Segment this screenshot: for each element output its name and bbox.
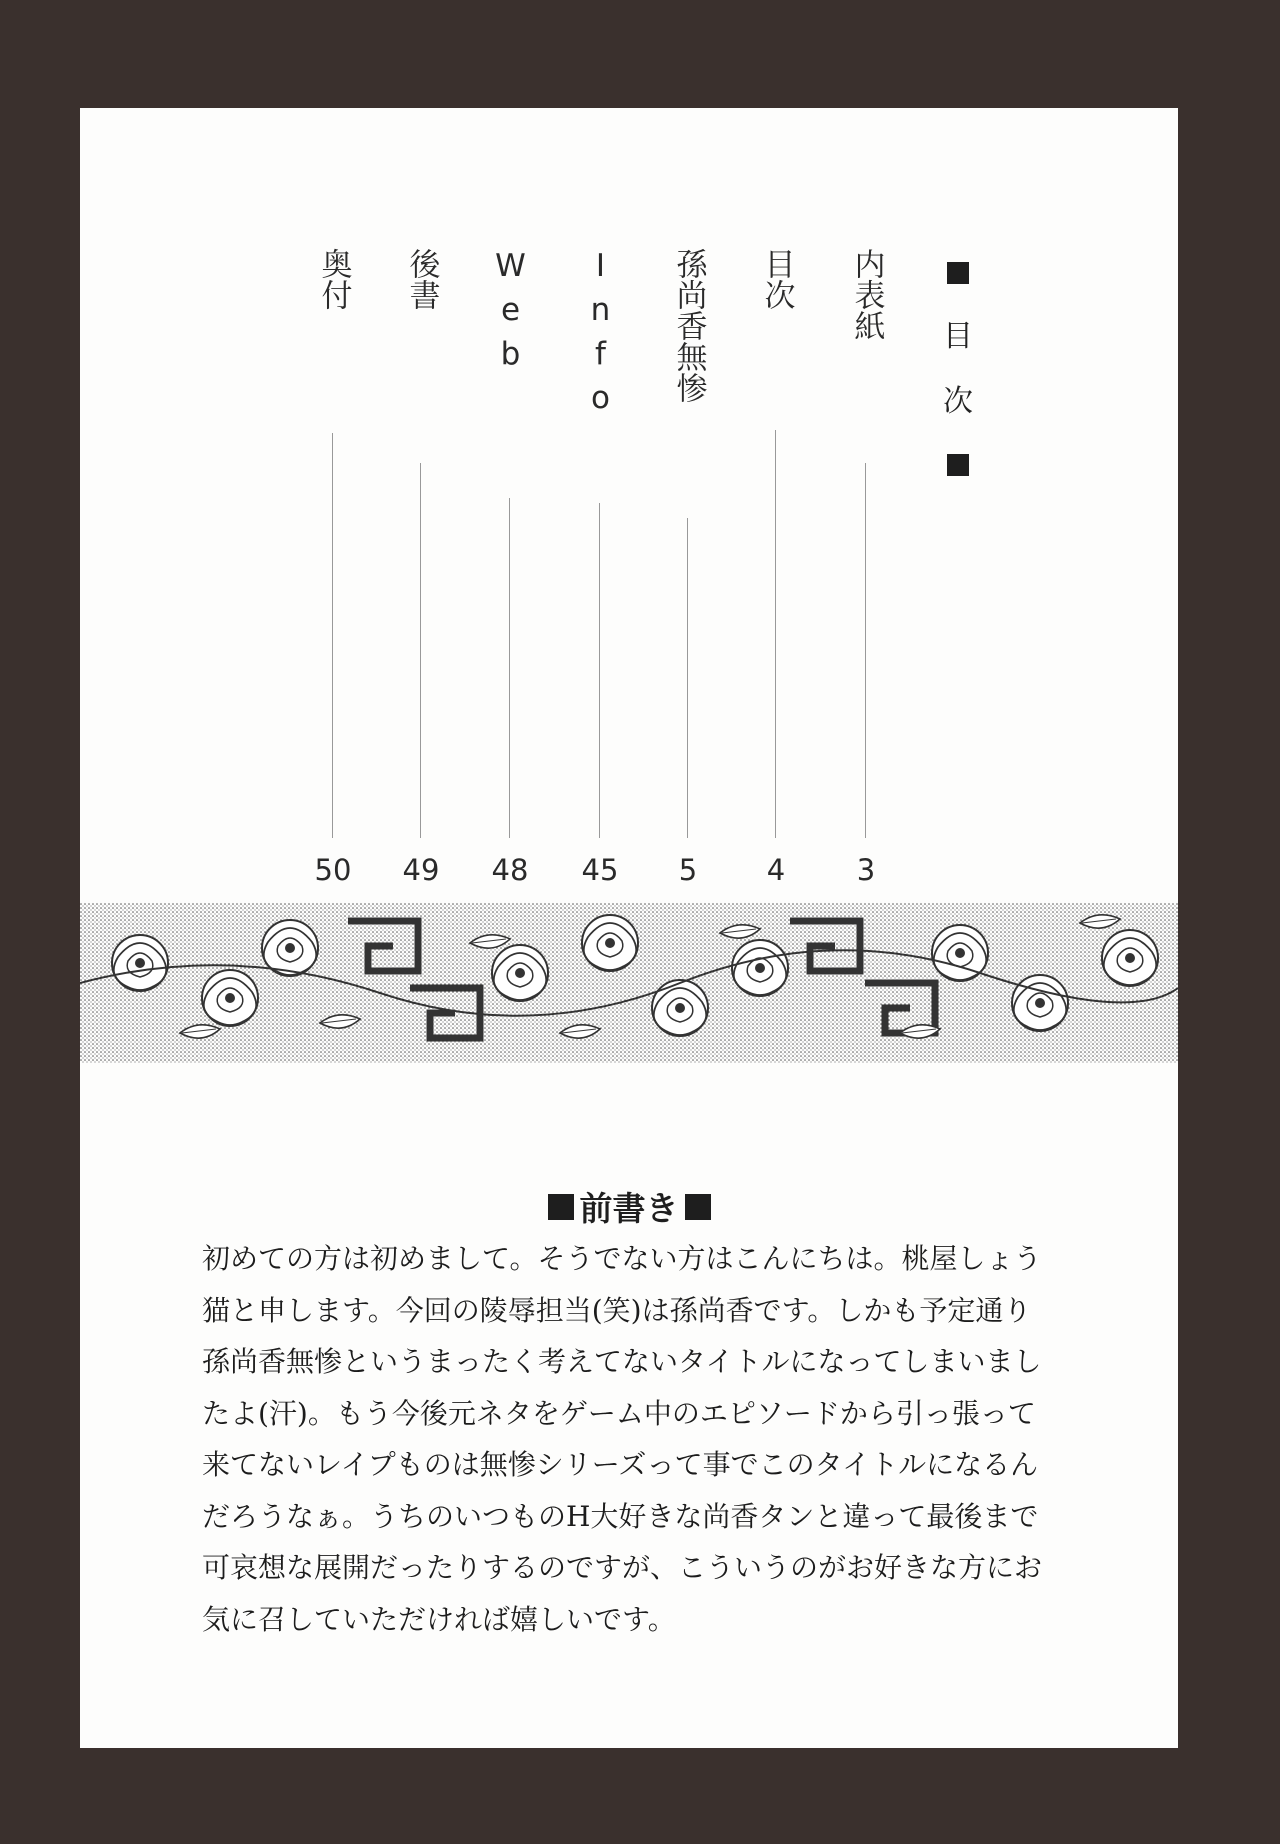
foreword-line: だろうなぁ。うちのいつものH大好きな尚香タンと違って最後まで	[202, 1499, 1039, 1533]
foreword-body	[202, 1233, 1082, 1645]
toc-entry-page: 4	[766, 853, 786, 887]
toc-entry-page: 49	[402, 853, 440, 887]
leader-line	[775, 430, 776, 838]
toc-entry-page: 45	[581, 853, 619, 887]
toc-heading	[933, 256, 983, 482]
floral-ornament-band	[80, 903, 1178, 1063]
toc-entry-page: 48	[491, 853, 529, 887]
leader-line	[599, 503, 600, 838]
toc-entry	[746, 248, 806, 887]
toc-entry-title: 目次	[758, 248, 795, 310]
book-page	[80, 108, 1178, 1748]
toc-entry-page: 3	[856, 853, 876, 887]
toc-entry-title: Info	[582, 248, 619, 424]
square-bullet-icon	[947, 454, 969, 476]
leader-line	[687, 518, 688, 838]
toc-entry-title: Web	[492, 248, 529, 380]
leader-line	[509, 498, 510, 838]
toc-entry-page: 5	[678, 853, 698, 887]
leader-line	[865, 463, 866, 838]
toc-entry-title: 後書	[403, 248, 440, 310]
toc-heading-char: 次	[943, 384, 973, 419]
toc-entry	[480, 248, 540, 887]
toc-entry-title: 奥付	[315, 248, 352, 310]
foreword-line: 猫と申します。今回の陵辱担当(笑)は孫尚香です。しかも予定通り	[202, 1293, 1032, 1327]
foreword-line: 気に召していただければ嬉しいです。	[202, 1602, 676, 1636]
foreword-line: 初めての方は初めまして。そうでない方はこんにちは。桃屋しょう	[202, 1242, 1042, 1275]
toc-entry	[391, 248, 451, 887]
leader-line	[420, 463, 421, 838]
foreword-line: 来てないレイプものは無惨シリーズって事でこのタイトルになるん	[202, 1448, 1039, 1481]
toc-entry-title: 孫尚香無惨	[670, 248, 707, 403]
square-bullet-icon	[548, 1194, 574, 1220]
toc-entry	[303, 248, 363, 887]
foreword-heading-text: 前書き	[579, 1189, 679, 1228]
square-bullet-icon	[685, 1194, 711, 1220]
toc-entry	[658, 248, 718, 887]
square-bullet-icon	[947, 262, 969, 284]
toc-entry	[836, 248, 896, 887]
foreword-line: 可哀想な展開だったりするのですが、こういうのがお好きな方にお	[202, 1551, 1043, 1584]
toc-entry-page: 50	[314, 853, 352, 887]
toc-entry	[570, 248, 630, 887]
toc-entry-title: 内表紙	[848, 248, 885, 341]
toc-heading-char: 目	[943, 319, 973, 354]
foreword-line: たよ(汗)。もう今後元ネタをゲーム中のエピソードから引っ張って	[202, 1396, 1036, 1430]
foreword-line: 孫尚香無惨というまったく考えてないタイトルになってしまいまし	[202, 1345, 1042, 1378]
foreword-heading	[80, 1183, 1178, 1230]
leader-line	[332, 433, 333, 838]
